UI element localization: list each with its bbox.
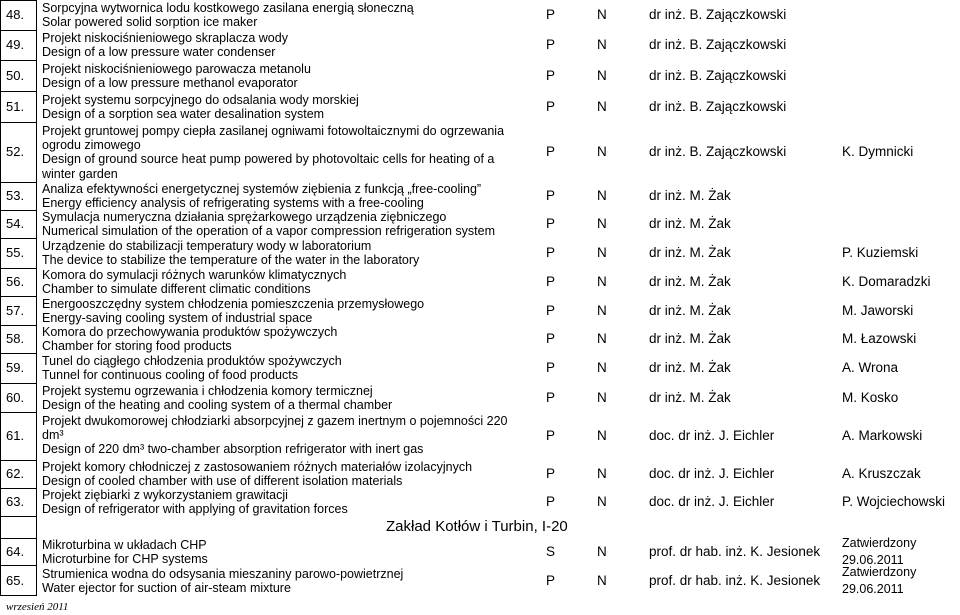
thesis-language: N — [597, 216, 607, 231]
row-number: 62. — [6, 466, 25, 481]
table-row — [0, 460, 960, 488]
row-number: 56. — [6, 274, 25, 289]
thesis-language: N — [597, 389, 607, 405]
title-polish: Projekt gruntowej pompy ciepła zasilanej ogniwami fotowoltaicznymi do ogrzewania ogrodu zimowego — [42, 124, 505, 153]
thesis-title — [42, 384, 512, 412]
table-row — [0, 325, 960, 353]
thesis-language: N — [597, 572, 607, 588]
thesis-title — [42, 93, 512, 121]
thesis-language: N — [597, 245, 607, 260]
row-number: 49. — [6, 37, 25, 52]
table-row — [0, 122, 960, 182]
thesis-title — [42, 488, 512, 516]
title-english: Design of ground source heat pump powered by photovoltaic cells for heating of a winter garden — [42, 152, 495, 181]
supervisor-name: doc. dr inż. J. Eichler — [649, 494, 775, 509]
title-polish: Projekt ziębiarki z wykorzystaniem grawitacji — [42, 488, 288, 502]
title-english: Design of refrigerator with applying of gravitation forces — [42, 502, 348, 517]
supervisor-name: prof. dr hab. inż. K. Jesionek — [649, 543, 821, 559]
supervisor-name: dr inż. B. Zajączkowski — [649, 7, 787, 22]
thesis-title — [42, 31, 512, 59]
table-row — [0, 383, 960, 412]
supervisor-name: dr inż. M. Żak — [649, 389, 731, 405]
consultant-name: M. Kosko — [842, 389, 899, 405]
table-row — [0, 535, 960, 567]
row-number: 50. — [6, 67, 25, 83]
title-polish: Projekt systemu ogrzewania i chłodzenia komory termicznej — [42, 383, 373, 398]
thesis-type: P — [546, 245, 556, 260]
thesis-language: N — [597, 67, 607, 83]
table-row — [0, 182, 960, 210]
table-row — [0, 268, 960, 296]
table-row — [0, 91, 960, 122]
thesis-type: P — [546, 67, 556, 83]
row-number: 64. — [6, 543, 25, 559]
footer-date: wrzesień 2011 — [6, 601, 69, 613]
thesis-language: N — [597, 360, 607, 375]
thesis-language: N — [597, 98, 607, 114]
thesis-language: N — [597, 494, 607, 509]
title-english: Design of the heating and cooling system of a thermal chamber — [42, 397, 393, 412]
supervisor-name: dr inż. M. Żak — [649, 188, 731, 203]
thesis-type: P — [546, 274, 556, 289]
thesis-language: N — [597, 7, 607, 22]
title-polish: Komora do przechowywania produktów spożywczych — [42, 325, 338, 339]
table-row — [0, 296, 960, 325]
title-polish: Tunel do ciągłego chłodzenia produktów spożywczych — [42, 354, 342, 368]
title-english: Microturbine for CHP systems — [42, 551, 208, 566]
title-english: Tunnel for continuous cooling of food products — [42, 368, 298, 383]
consultant-name: P. Wojciechowski — [842, 494, 946, 509]
title-polish: Energooszczędny system chłodzenia pomieszczenia przemysłowego — [42, 296, 425, 311]
title-english: Energy efficiency analysis of refrigerating systems with a free-cooling — [42, 196, 424, 211]
table-row — [0, 488, 960, 516]
thesis-type: P — [546, 360, 556, 375]
supervisor-name: dr inż. M. Żak — [649, 331, 731, 346]
title-polish: Sorpcyjna wytwornica lodu kostkowego zasilana energią słoneczną — [42, 1, 414, 15]
thesis-type: P — [546, 572, 556, 588]
thesis-type: P — [546, 216, 556, 231]
title-polish: Strumienica wodna do odsysania mieszaniny parowo-powietrznej — [42, 566, 404, 581]
title-polish: Symulacja numeryczna działania sprężarkowego urządzenia ziębniczego — [42, 210, 447, 224]
row-number: 48. — [6, 7, 25, 22]
supervisor-name: dr inż. M. Żak — [649, 302, 731, 318]
title-english: Numerical simulation of the operation of a vapor compression refrigeration system — [42, 224, 495, 239]
table-row — [0, 412, 960, 460]
consultant-name: A. Kruszczak — [842, 466, 921, 481]
title-polish: Mikroturbina w układach CHP — [42, 537, 207, 552]
table-row — [0, 565, 960, 596]
consultant-name: M. Jaworski — [842, 302, 914, 318]
title-english: Design of cooled chamber with use of different isolation materials — [42, 474, 403, 489]
supervisor-name: doc. dr inż. J. Eichler — [649, 428, 775, 443]
title-polish: Projekt dwukomorowej chłodziarki absorpcyjnej z gazem inertnym o pojemności 220 dm³ — [42, 414, 508, 443]
thesis-language: N — [597, 144, 607, 159]
thesis-type: P — [546, 302, 556, 318]
thesis-title — [42, 538, 512, 566]
title-english: Chamber for storing food products — [42, 339, 232, 354]
consultant-name: M. Łazowski — [842, 331, 917, 346]
thesis-title — [42, 239, 512, 267]
section-heading: Zakład Kotłów i Turbin, I-20 — [386, 518, 568, 535]
title-english: Solar powered solid sorption ice maker — [42, 15, 258, 30]
title-english: Energy-saving cooling system of industrial space — [42, 310, 313, 325]
thesis-language: N — [597, 302, 607, 318]
table-row — [0, 0, 960, 30]
row-number: 57. — [6, 302, 25, 318]
thesis-type: P — [546, 389, 556, 405]
table-row — [0, 30, 960, 60]
supervisor-name: dr inż. B. Zajączkowski — [649, 144, 787, 159]
title-english: Design of a low pressure methanol evaporator — [42, 75, 298, 90]
thesis-language: N — [597, 466, 607, 481]
title-polish: Projekt systemu sorpcyjnego do odsalania wody morskiej — [42, 92, 359, 107]
supervisor-name: dr inż. M. Żak — [649, 274, 731, 289]
thesis-title — [42, 567, 512, 595]
consultant-name: K. Dymnicki — [842, 144, 914, 159]
thesis-title — [42, 62, 512, 90]
thesis-type: P — [546, 428, 556, 443]
row-number: 61. — [6, 428, 25, 443]
title-polish: Komora do symulacji różnych warunków klimatycznych — [42, 268, 347, 282]
title-english: The device to stabilize the temperature of the water in the laboratory — [42, 253, 420, 268]
row-number: 63. — [6, 494, 25, 509]
approval-note: Zatwierdzony 29.06.2011 — [842, 564, 917, 596]
supervisor-name: dr inż. M. Żak — [649, 360, 731, 375]
thesis-type: P — [546, 466, 556, 481]
thesis-type: P — [546, 7, 556, 22]
row-number: 54. — [6, 216, 25, 231]
title-english: Water ejector for suction of air-steam mixture — [42, 580, 291, 595]
thesis-type: P — [546, 188, 556, 203]
row-number: 55. — [6, 245, 25, 260]
approval-note: Zatwierdzony 29.06.2011 — [842, 535, 917, 567]
row-number: 52. — [6, 144, 25, 159]
title-english: Chamber to simulate different climatic conditions — [42, 282, 311, 297]
thesis-title — [42, 354, 512, 382]
table-row — [0, 238, 960, 268]
table-row — [0, 60, 960, 91]
consultant-name: K. Domaradzki — [842, 274, 931, 289]
consultant-name: P. Kuziemski — [842, 245, 919, 260]
title-polish: Projekt komory chłodniczej z zastosowaniem różnych materiałów izolacyjnych — [42, 460, 473, 474]
title-english: Design of a low pressure water condenser — [42, 45, 276, 60]
thesis-title — [42, 297, 512, 325]
row-number: 60. — [6, 389, 25, 405]
thesis-type: P — [546, 98, 556, 114]
thesis-title — [42, 414, 512, 457]
title-polish: Projekt niskociśnieniowego parowacza metanolu — [42, 61, 311, 76]
title-english: Design of a sorption sea water desalination system — [42, 106, 325, 121]
table-row — [0, 210, 960, 238]
supervisor-name: dr inż. B. Zajączkowski — [649, 37, 787, 52]
supervisor-name: prof. dr hab. inż. K. Jesionek — [649, 572, 821, 588]
thesis-title — [42, 210, 512, 238]
supervisor-name: dr inż. B. Zajączkowski — [649, 67, 787, 83]
title-polish: Projekt niskociśnieniowego skraplacza wody — [42, 31, 288, 45]
thesis-title — [42, 1, 512, 29]
thesis-title — [42, 268, 512, 296]
thesis-type: P — [546, 494, 556, 509]
thesis-type: P — [546, 331, 556, 346]
thesis-title — [42, 460, 512, 488]
row-number: 51. — [6, 98, 25, 114]
table-row — [0, 353, 960, 383]
row-number: 65. — [6, 572, 25, 588]
title-english: Design of 220 dm³ two-chamber absorption refrigerator with inert gas — [42, 442, 424, 457]
row-number: 58. — [6, 331, 25, 346]
supervisor-name: dr inż. M. Żak — [649, 216, 731, 231]
thesis-type: P — [546, 37, 556, 52]
thesis-title — [42, 124, 512, 181]
row-number: 59. — [6, 360, 25, 375]
title-polish: Urządzenie do stabilizacji temperatury wody w laboratorium — [42, 239, 372, 253]
supervisor-name: dr inż. M. Żak — [649, 245, 731, 260]
thesis-language: N — [597, 428, 607, 443]
grid-line — [0, 516, 36, 517]
thesis-language: N — [597, 543, 607, 559]
thesis-type: P — [546, 144, 556, 159]
consultant-name: A. Wrona — [842, 360, 899, 375]
supervisor-name: dr inż. B. Zajączkowski — [649, 98, 787, 114]
title-polish: Analiza efektywności energetycznej systemów ziębienia z funkcją „free-cooling” — [42, 182, 482, 196]
supervisor-name: doc. dr inż. J. Eichler — [649, 466, 775, 481]
thesis-title — [42, 182, 512, 210]
thesis-language: N — [597, 274, 607, 289]
thesis-language: N — [597, 37, 607, 52]
thesis-type: S — [546, 543, 556, 559]
consultant-name: A. Markowski — [842, 428, 923, 443]
thesis-language: N — [597, 331, 607, 346]
thesis-language: N — [597, 188, 607, 203]
row-number: 53. — [6, 188, 25, 203]
thesis-title — [42, 325, 512, 353]
